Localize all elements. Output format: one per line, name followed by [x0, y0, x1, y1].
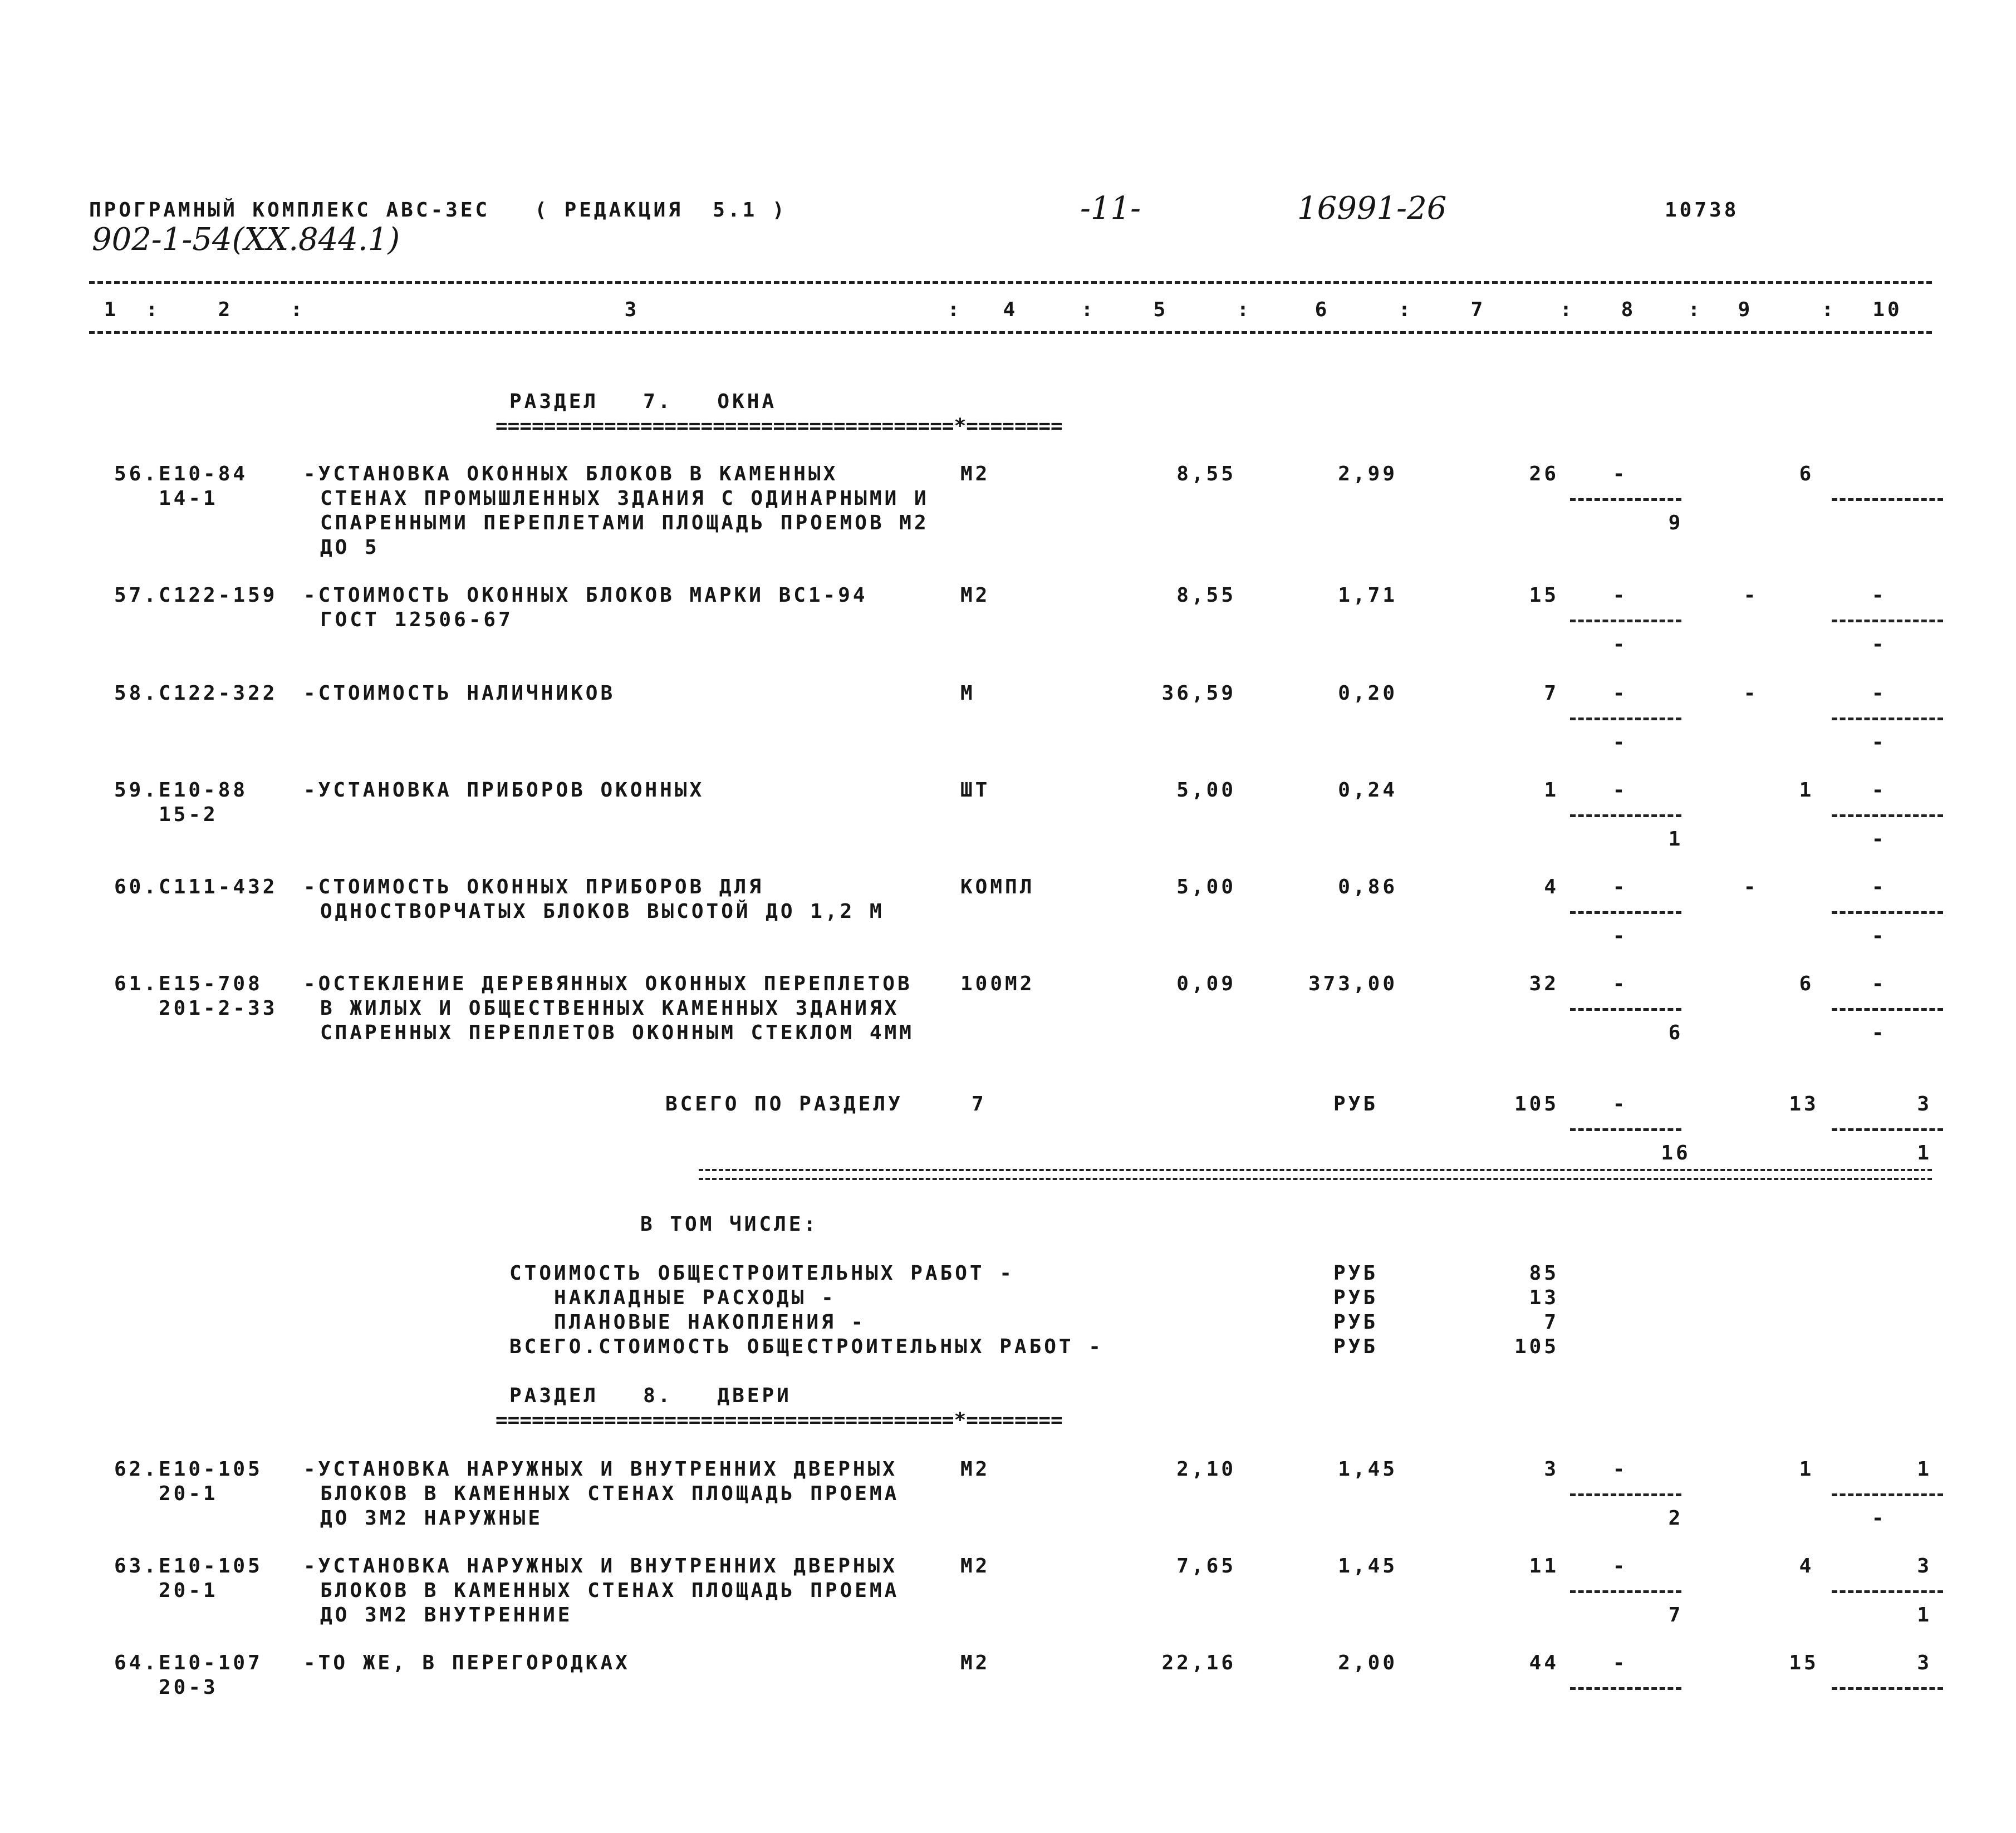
item-price: 0,86 — [1338, 876, 1397, 898]
page-number: -11- — [1080, 190, 1141, 227]
item-code: 64.Е10-107 — [114, 1652, 263, 1674]
including-value: 13 — [1529, 1286, 1559, 1309]
document-number: 16991-26 — [1297, 190, 1447, 227]
item-desc: БЛОКОВ В КАМЕННЫХ СТЕНАХ ПЛОЩАДЬ ПРОЕМА — [320, 1579, 900, 1602]
item-norm: 15-2 — [159, 803, 218, 826]
item-total: 44 — [1529, 1652, 1559, 1674]
fraction-rule — [1570, 498, 1681, 501]
item-col10-top: 3 — [1917, 1555, 1932, 1578]
item-col9: - — [1743, 876, 1759, 898]
item-desc: -ОСТЕКЛЕНИЕ ДЕРЕВЯННЫХ ОКОННЫХ ПЕРЕПЛЕТОВ — [303, 972, 913, 995]
item-code: 59.Е10-88 — [114, 779, 248, 802]
fraction-rule — [1570, 1128, 1681, 1131]
col-sep: : — [145, 298, 161, 321]
item-unit: М2 — [960, 584, 990, 607]
item-total: 1 — [1544, 779, 1559, 802]
col-sep: : — [1821, 298, 1837, 321]
item-desc: СПАРЕННЫХ ПЕРЕПЛЕТОВ ОКОННЫМ СТЕКЛОМ 4ММ — [320, 1021, 914, 1044]
item-desc: ГОСТ 12506-67 — [320, 608, 513, 631]
item-qty: 5,00 — [1176, 876, 1236, 898]
including-label: ПЛАНОВЫЕ НАКОПЛЕНИЯ - — [509, 1311, 866, 1334]
item-code: 61.Е15-708 — [114, 972, 263, 995]
item-col9: 1 — [1799, 1458, 1814, 1481]
col-9: 9 — [1738, 298, 1753, 321]
including-value: 105 — [1514, 1335, 1559, 1358]
item-code: 56.Е10-84 — [114, 463, 248, 485]
item-col10-top: - — [1871, 584, 1887, 607]
item-total: 4 — [1544, 876, 1559, 898]
item-unit: М — [960, 682, 975, 705]
item-desc: -УСТАНОВКА ОКОННЫХ БЛОКОВ В КАМЕННЫХ — [303, 463, 838, 485]
section-total-unit: РУБ — [1333, 1093, 1379, 1115]
item-col9: 6 — [1799, 463, 1814, 485]
item-desc: СПАРЕННЫМИ ПЕРЕПЛЕТАМИ ПЛОЩАДЬ ПРОЕМОВ М2 — [320, 512, 929, 534]
fraction-rule — [1832, 1590, 1943, 1593]
item-col8-bottom: 7 — [1668, 1604, 1684, 1626]
item-col9: - — [1743, 682, 1759, 705]
item-col10-bottom: 1 — [1917, 1604, 1932, 1626]
item-norm: 201-2-33 — [159, 997, 278, 1020]
item-total: 7 — [1544, 682, 1559, 705]
item-col8-top: - — [1612, 1652, 1628, 1674]
item-desc: БЛОКОВ В КАМЕННЫХ СТЕНАХ ПЛОЩАДЬ ПРОЕМА — [320, 1482, 900, 1505]
item-col9: 15 — [1789, 1652, 1819, 1674]
item-desc: В ЖИЛЫХ И ОБЩЕСТВЕННЫХ КАМЕННЫХ ЗДАНИЯХ — [320, 997, 900, 1020]
col-4: 4 — [1003, 298, 1018, 321]
item-col8-top: - — [1612, 972, 1628, 995]
col-sep: : — [1237, 298, 1252, 321]
including-unit: РУБ — [1333, 1286, 1379, 1309]
item-code: 57.С122-159 — [114, 584, 278, 607]
item-norm: 20-1 — [159, 1579, 218, 1602]
item-norm: 20-3 — [159, 1676, 218, 1699]
item-col9: 1 — [1799, 779, 1814, 802]
fraction-rule — [1832, 1493, 1943, 1496]
including-value: 7 — [1544, 1311, 1559, 1334]
col-sep: : — [947, 298, 963, 321]
item-col10-bottom: - — [1871, 828, 1887, 851]
fraction-rule — [1832, 911, 1943, 914]
col-sep: : — [1688, 298, 1703, 321]
fraction-rule — [1570, 620, 1681, 622]
item-col10-bottom: - — [1871, 925, 1887, 947]
including-value: 85 — [1529, 1262, 1559, 1285]
fraction-rule — [1832, 718, 1943, 720]
item-unit: М2 — [960, 1555, 990, 1578]
item-unit: ШТ — [960, 779, 990, 802]
col-2: 2 — [218, 298, 233, 321]
fraction-rule — [1832, 1128, 1943, 1131]
section-total-value: 105 — [1514, 1093, 1559, 1115]
col-3: 3 — [624, 298, 640, 321]
col-sep: : — [1398, 298, 1414, 321]
section-total-label: ВСЕГО ПО РАЗДЕЛУ — [665, 1093, 903, 1115]
item-code: 62.Е10-105 — [114, 1458, 263, 1481]
including-unit: РУБ — [1333, 1311, 1379, 1334]
item-desc: СТЕНАХ ПРОМЫШЛЕННЫХ ЗДАНИЯ С ОДИНАРНЫМИ И — [320, 487, 929, 510]
including-unit: РУБ — [1333, 1262, 1379, 1285]
item-norm: 14-1 — [159, 487, 218, 510]
item-price: 0,24 — [1338, 779, 1397, 802]
header-rule-bottom — [89, 331, 1932, 334]
including-label: СТОИМОСТЬ ОБЩЕСТРОИТЕЛЬНЫХ РАБОТ - — [509, 1262, 1014, 1285]
item-col10-top: - — [1871, 972, 1887, 995]
col-sep: : — [290, 298, 306, 321]
item-qty: 8,55 — [1176, 584, 1236, 607]
item-col8-bottom: - — [1612, 925, 1628, 947]
item-desc: ДО 5 — [320, 536, 380, 559]
section-total-col10-top: 3 — [1917, 1093, 1932, 1115]
section-total-number: 7 — [972, 1093, 987, 1115]
item-col8-top: - — [1612, 682, 1628, 705]
item-unit: М2 — [960, 1458, 990, 1481]
item-price: 373,00 — [1308, 972, 1397, 995]
item-qty: 7,65 — [1176, 1555, 1236, 1578]
fraction-rule — [1570, 1687, 1681, 1690]
item-col8-top: - — [1612, 779, 1628, 802]
item-col8-bottom: 6 — [1668, 1021, 1684, 1044]
fraction-rule — [1832, 620, 1943, 622]
document-code: 10738 — [1665, 199, 1739, 222]
item-col8-bottom: 9 — [1668, 512, 1684, 534]
fraction-rule — [1832, 498, 1943, 501]
item-col10-top: - — [1871, 779, 1887, 802]
col-7: 7 — [1470, 298, 1486, 321]
item-price: 1,45 — [1338, 1458, 1397, 1481]
item-col9: 6 — [1799, 972, 1814, 995]
item-desc: -СТОИМОСТЬ НАЛИЧНИКОВ — [303, 682, 616, 705]
item-qty: 8,55 — [1176, 463, 1236, 485]
item-col10-top: 1 — [1917, 1458, 1932, 1481]
item-price: 1,45 — [1338, 1555, 1397, 1578]
item-price: 2,99 — [1338, 463, 1397, 485]
item-total: 11 — [1529, 1555, 1559, 1578]
item-col8-bottom: 1 — [1668, 828, 1684, 851]
item-col8-top: - — [1612, 463, 1628, 485]
item-code: 60.С111-432 — [114, 876, 278, 898]
item-col8-bottom: 2 — [1668, 1507, 1684, 1530]
section-total-col8-top: - — [1612, 1093, 1628, 1115]
item-unit: 100М2 — [960, 972, 1035, 995]
item-col8-bottom: - — [1612, 731, 1628, 754]
fraction-rule — [1570, 1590, 1681, 1593]
col-sep: : — [1559, 298, 1575, 321]
item-norm: 20-1 — [159, 1482, 218, 1505]
item-col8-bottom: - — [1612, 633, 1628, 656]
fraction-rule — [1570, 1493, 1681, 1496]
item-qty: 2,10 — [1176, 1458, 1236, 1481]
item-code: 58.С122-322 — [114, 682, 278, 705]
program-title: ПРОГРАМНЫЙ КОМПЛЕКС АВС-3ЕС ( РЕДАКЦИЯ 5.1 ) — [89, 199, 787, 222]
fraction-rule — [1832, 814, 1943, 817]
item-price: 1,71 — [1338, 584, 1397, 607]
item-desc: -СТОИМОСТЬ ОКОННЫХ БЛОКОВ МАРКИ ВС1-94 — [303, 584, 868, 607]
item-col10-top: - — [1871, 876, 1887, 898]
item-unit: КОМПЛ — [960, 876, 1035, 898]
fraction-rule — [1570, 718, 1681, 720]
item-col10-bottom: - — [1871, 633, 1887, 656]
item-desc: -УСТАНОВКА НАРУЖНЫХ И ВНУТРЕННИХ ДВЕРНЫХ — [303, 1555, 897, 1578]
section-7-title: РАЗДЕЛ 7. ОКНА — [509, 390, 777, 413]
section-8-title: РАЗДЕЛ 8. ДВЕРИ — [509, 1384, 792, 1407]
item-total: 15 — [1529, 584, 1559, 607]
item-unit: М2 — [960, 463, 990, 485]
col-sep: : — [1081, 298, 1096, 321]
col-6: 6 — [1314, 298, 1330, 321]
header-rule-top — [89, 281, 1932, 284]
item-qty: 5,00 — [1176, 779, 1236, 802]
section-total-col8-bottom: 16 — [1661, 1142, 1691, 1164]
section-total-col9: 13 — [1789, 1093, 1819, 1115]
item-col10-bottom: - — [1871, 1507, 1887, 1530]
col-8: 8 — [1621, 298, 1636, 321]
item-col8-top: - — [1612, 584, 1628, 607]
fraction-rule — [1570, 814, 1681, 817]
item-col10-top: 3 — [1917, 1652, 1932, 1674]
col-10: 10 — [1872, 298, 1902, 321]
item-price: 0,20 — [1338, 682, 1397, 705]
item-code: 63.Е10-105 — [114, 1555, 263, 1578]
col-1: 1 — [104, 298, 119, 321]
item-col10-bottom: - — [1871, 1021, 1887, 1044]
item-col8-top: - — [1612, 1555, 1628, 1578]
item-col9: - — [1743, 584, 1759, 607]
item-price: 2,00 — [1338, 1652, 1397, 1674]
project-number: 902-1-54(XX.844.1) — [92, 222, 400, 258]
fraction-rule — [1570, 911, 1681, 914]
fraction-rule — [1832, 1008, 1943, 1011]
item-desc: ДО 3М2 ВНУТРЕННИЕ — [320, 1604, 573, 1626]
fraction-rule — [1570, 1008, 1681, 1011]
including-title: В ТОМ ЧИСЛЕ: — [640, 1213, 819, 1236]
section-7-underline: ======================================*======== — [496, 415, 1063, 438]
item-col8-top: - — [1612, 876, 1628, 898]
item-col10-top: - — [1871, 682, 1887, 705]
including-label: ВСЕГО.СТОИМОСТЬ ОБЩЕСТРОИТЕЛЬНЫХ РАБОТ - — [509, 1335, 1103, 1358]
item-desc: ДО 3М2 НАРУЖНЫЕ — [320, 1507, 543, 1530]
including-unit: РУБ — [1333, 1335, 1379, 1358]
item-desc: -УСТАНОВКА НАРУЖНЫХ И ВНУТРЕННИХ ДВЕРНЫХ — [303, 1458, 897, 1481]
item-qty: 22,16 — [1161, 1652, 1236, 1674]
item-total: 3 — [1544, 1458, 1559, 1481]
item-col10-bottom: - — [1871, 731, 1887, 754]
item-total: 32 — [1529, 972, 1559, 995]
including-label: НАКЛАДНЫЕ РАСХОДЫ - — [509, 1286, 836, 1309]
item-desc: -УСТАНОВКА ПРИБОРОВ ОКОННЫХ — [303, 779, 705, 802]
item-unit: М2 — [960, 1652, 990, 1674]
item-qty: 36,59 — [1161, 682, 1236, 705]
item-desc: ОДНОСТВОРЧАТЫХ БЛОКОВ ВЫСОТОЙ ДО 1,2 М — [320, 900, 885, 923]
item-total: 26 — [1529, 463, 1559, 485]
section-8-underline: ======================================*======== — [496, 1409, 1063, 1432]
section-total-col10-bottom: 1 — [1917, 1142, 1932, 1164]
item-desc: -СТОИМОСТЬ ОКОННЫХ ПРИБОРОВ ДЛЯ — [303, 876, 764, 898]
item-desc: -ТО ЖЕ, В ПЕРЕГОРОДКАХ — [303, 1652, 630, 1674]
item-col9: 4 — [1799, 1555, 1814, 1578]
col-5: 5 — [1153, 298, 1169, 321]
item-col8-top: - — [1612, 1458, 1628, 1481]
item-qty: 0,09 — [1176, 972, 1236, 995]
section-total-rule — [699, 1169, 1932, 1180]
fraction-rule — [1832, 1687, 1943, 1690]
